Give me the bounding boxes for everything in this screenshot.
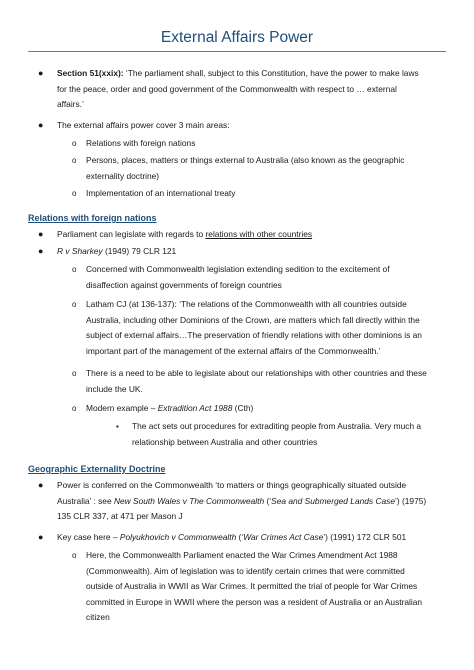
section-heading-relations: Relations with foreign nations bbox=[28, 213, 157, 223]
bullet-dot: ● bbox=[38, 68, 44, 78]
geo-power-bullet: Power is conferred on the Commonwealth ‘to matters or things geographically situated outside Australia’ : see New South Wales v The Commonwealth (‘Sea and Submerged Lands Case’) (1975) 135 CLR 337, at 471 per Mason J bbox=[57, 480, 427, 522]
latham-quote: Latham CJ (at 136-137): ‘The relations of the Commonwealth with all countries outside Australia, including other Dominions of the Crown, are matters which fall directly within the subject of external affairs…The preservation of friendly relations with other dominions is an important part of the management of the external affairs of the Commonwealth.’ bbox=[86, 299, 422, 356]
sub-bullet: o bbox=[72, 551, 77, 560]
sharkey-point-1: Concerned with Commonwealth legislation extending sedition to the excitement of disaffection against governments of foreign countries bbox=[86, 264, 390, 290]
page-title: External Affairs Power bbox=[160, 29, 314, 46]
modern-example: Modern example – Extradition Act 1988 (Cth) bbox=[86, 403, 254, 413]
key-case-bullet: Key case here – Polyukhovich v Commonwealth (‘War Crimes Act Case’) (1991) 172 CLR 501 bbox=[57, 532, 407, 542]
case-sharkey: R v Sharkey (1949) 79 CLR 121 bbox=[57, 246, 177, 256]
relations-bullet: Parliament can legislate with regards to relations with other countries bbox=[57, 229, 313, 239]
sub-bullet: o bbox=[72, 404, 77, 413]
war-crimes-detail: Here, the Commonwealth Parliament enacted the War Crimes Amendment Act 1988 (Commonwealth). Aim of legislation was to identify certain crimes that were committed outside of Australia in WWII as War Crimes. It permitted the trial of people for War Crimes committed in Europe in WWII where the person was a resident of Australia or an Australian citizen bbox=[86, 550, 423, 623]
bullet-dot: ● bbox=[38, 120, 44, 130]
square-bullet: ▪ bbox=[116, 422, 119, 431]
sub-bullet: o bbox=[72, 369, 77, 378]
sub-bullet: o bbox=[72, 300, 77, 309]
title-underline bbox=[28, 51, 446, 52]
sub-bullet: o bbox=[72, 265, 77, 274]
bullet-dot: ● bbox=[38, 246, 44, 256]
area-item: Persons, places, matters or things external to Australia (also known as the geographic externality doctrine) bbox=[86, 155, 405, 181]
bullet-dot: ● bbox=[38, 229, 44, 239]
areas-intro: The external affairs power cover 3 main areas: bbox=[57, 120, 230, 130]
sub-bullet: o bbox=[72, 139, 77, 148]
relations-underlined: relations with other countries bbox=[205, 229, 313, 239]
section-heading-geographic: Geographic Externality Doctrine bbox=[28, 464, 166, 474]
sub-bullet: o bbox=[72, 156, 77, 165]
s51-paragraph: Section 51(xxix): ‘The parliament shall, subject to this Constitution, have the power to make laws for the peace, order and good government of the Commonwealth with respect to … external affairs.’ bbox=[57, 68, 419, 110]
extradition-detail: The act sets out procedures for extraditing people from Australia. Very much a relationship between Australia and other countries bbox=[132, 421, 422, 447]
legislate-need: There is a need to be able to legislate about our relationships with other countries and these include the UK. bbox=[86, 368, 427, 394]
area-item: Implementation of an international treaty bbox=[86, 188, 236, 198]
bullet-dot: ● bbox=[38, 480, 44, 490]
s51-label: Section 51(xxix): bbox=[57, 68, 124, 78]
bullet-dot: ● bbox=[38, 532, 44, 542]
sub-bullet: o bbox=[72, 189, 77, 198]
area-item: Relations with foreign nations bbox=[86, 138, 196, 148]
